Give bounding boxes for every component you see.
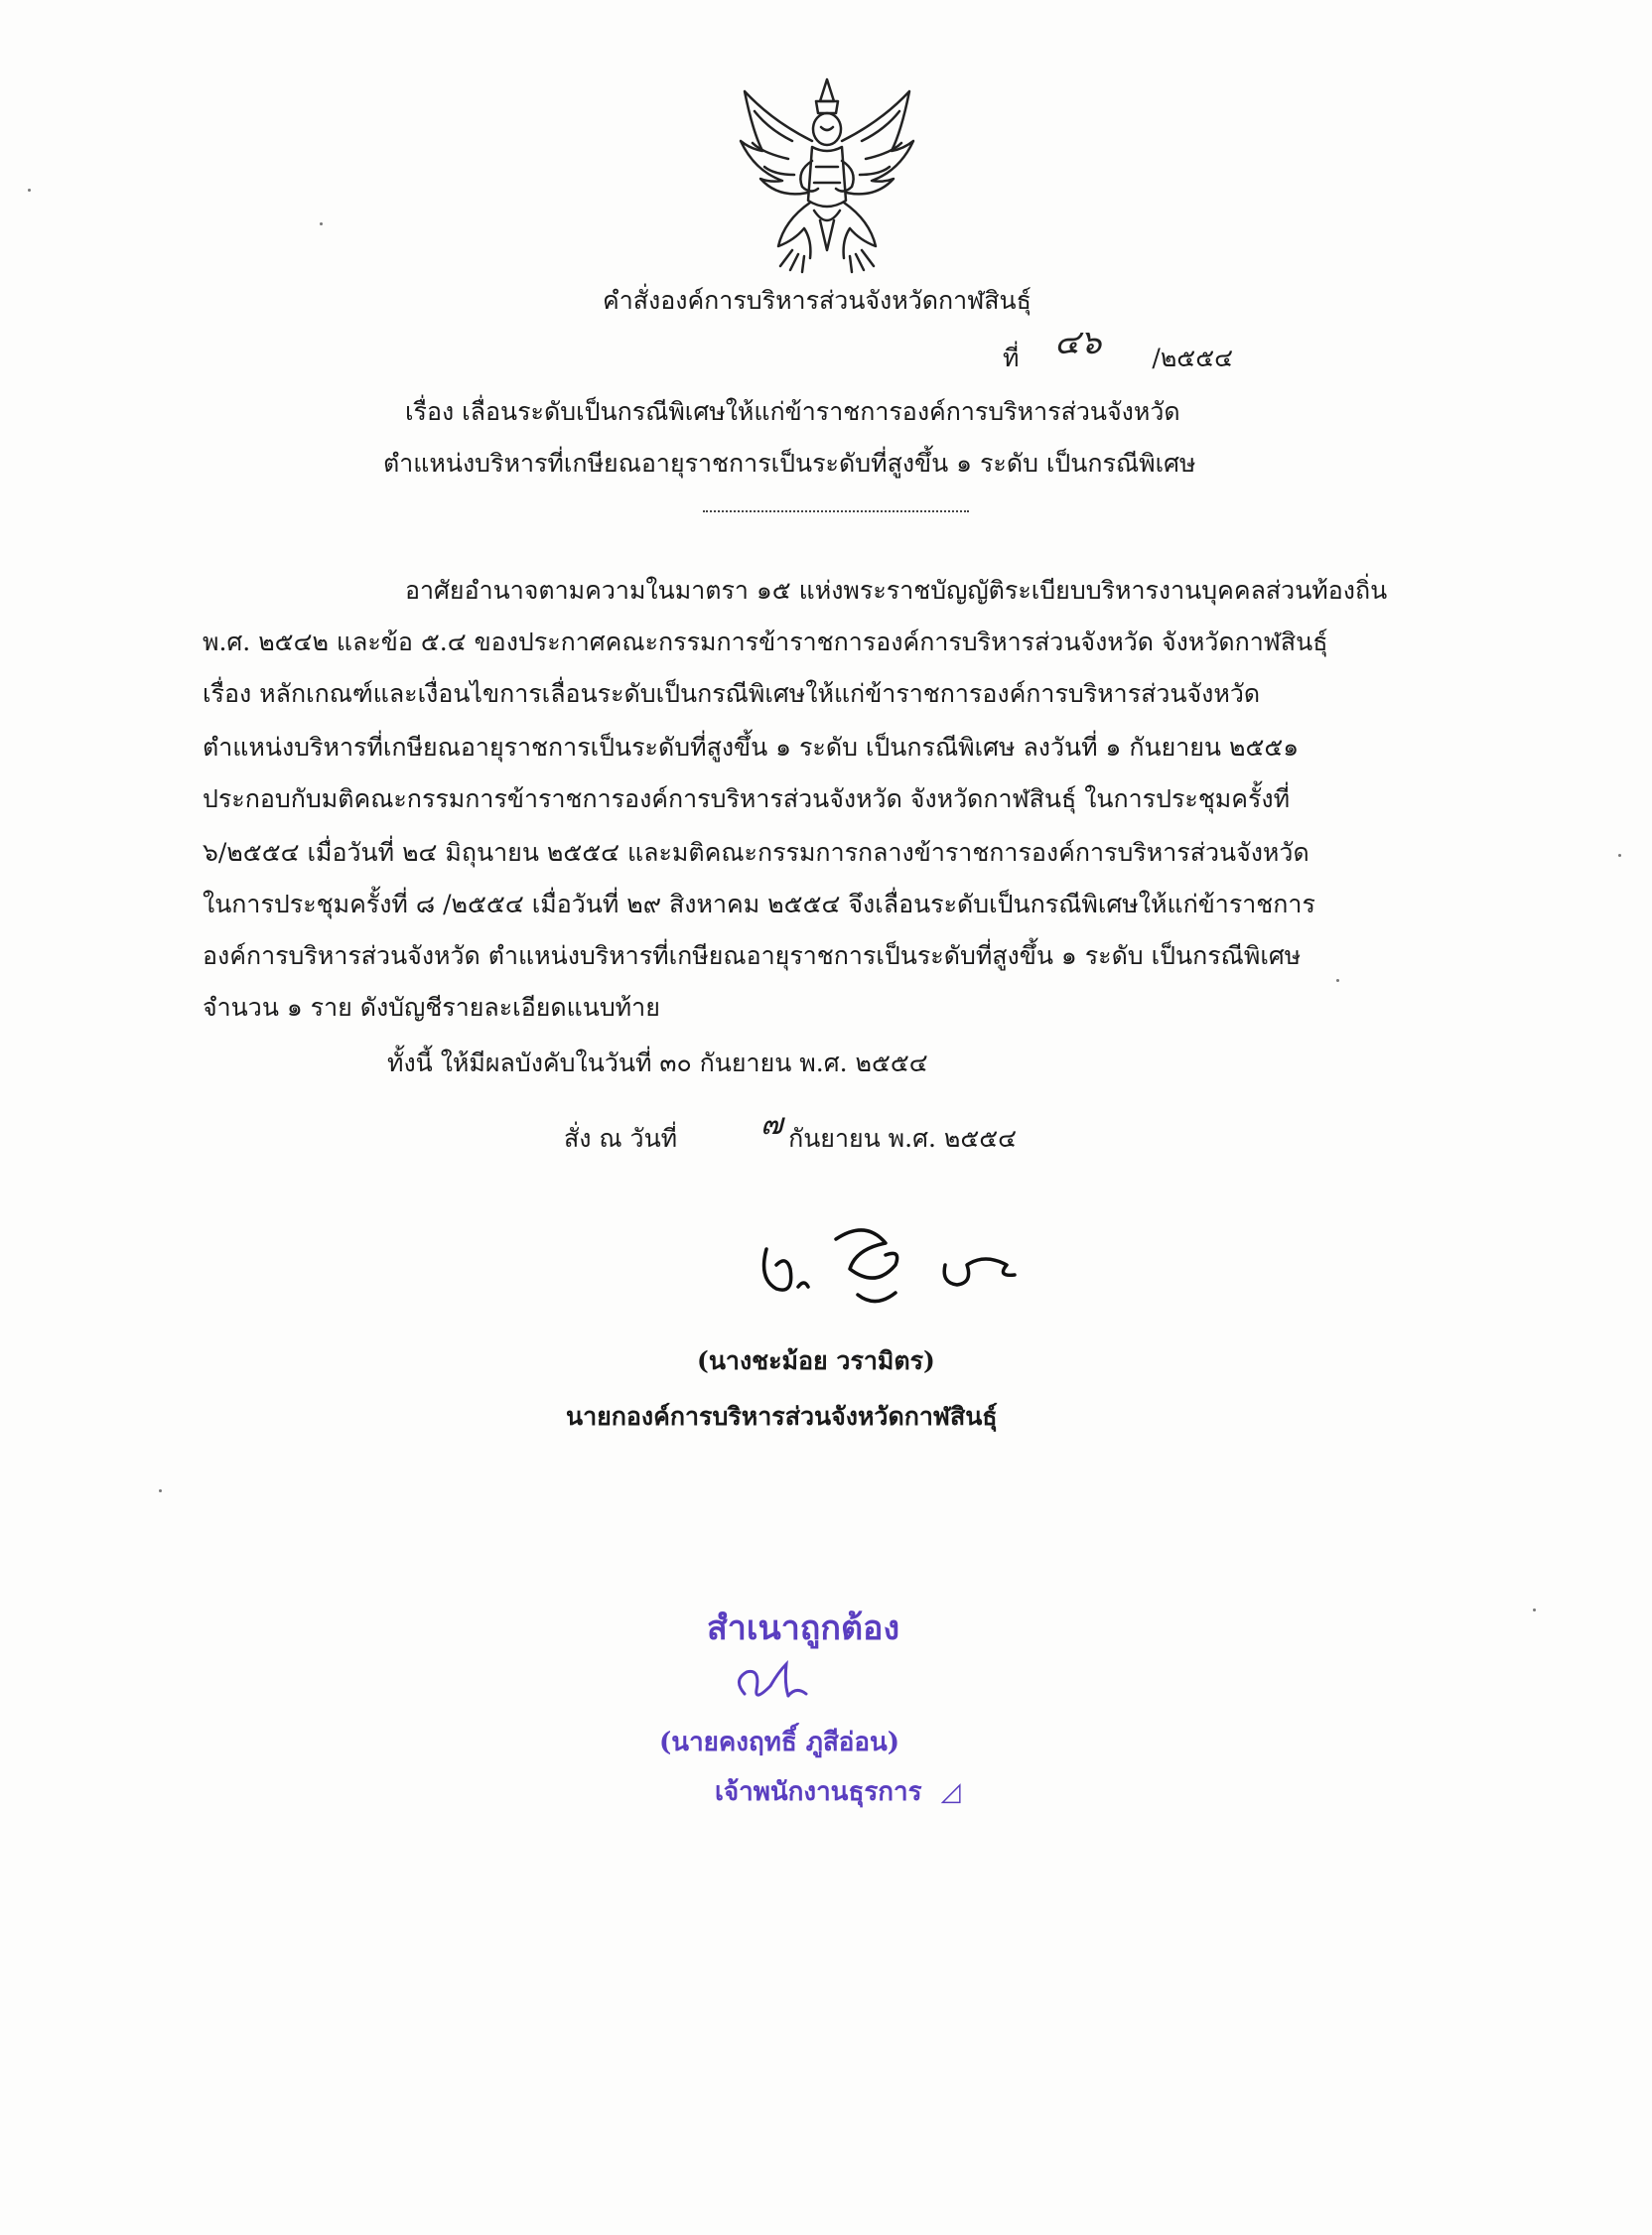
body-line-4: ตำแหน่งบริหารที่เกษียณอายุราชการเป็นระดับที่สูงขึ้น ๑ ระดับ เป็นกรณีพิเศษ ลงวันที่ ๑ กันยายน ๒๕๕๑ [203,733,1300,762]
document-title: คำสั่งองค์การบริหารส่วนจังหวัดกาฬสินธุ์ [603,286,1032,315]
certified-copy-title: สำเนาถูกต้อง [707,1608,900,1648]
body-line-3: เรื่อง หลักเกณฑ์และเงื่อนไขการเลื่อนระดับเป็นกรณีพิเศษให้แก่ข้าราชการองค์การบริหารส่วนจังหวัด [203,679,1261,708]
signatory-position: นายกองค์การบริหารส่วนจังหวัดกาฬสินธุ์ [566,1402,998,1431]
body-line-1: อาศัยอำนาจตามความในมาตรา ๑๕ แห่งพระราชบัญญัติระเบียบบริหารงานบุคคลส่วนท้องถิ่น [405,576,1388,605]
scan-speck [159,1489,162,1492]
certifier-name: (นายคงฤทธิ์ ภูสีอ่อน) [659,1728,900,1757]
signature-mark [747,1209,1044,1328]
body-line-7: ในการประชุมครั้งที่ ๘ /๒๕๕๔ เมื่อวันที่ ๒๙ สิงหาคม ๒๕๕๔ จึงเลื่อนระดับเป็นกรณีพิเศษให้แก่ข้าราชการ [203,890,1315,918]
certifier-position-text: เจ้าพนักงานธุรการ [715,1777,922,1807]
body-line-5: ประกอบกับมติคณะกรรมการข้าราชการองค์การบริหารส่วนจังหวัด จังหวัดกาฬสินธุ์ ในการประชุมครั้งที่ [203,784,1291,813]
ordered-prefix: สั่ง ณ วันที่ [564,1124,678,1153]
certifier-signature-mark [727,1650,826,1710]
scan-speck [1336,979,1339,982]
signatory-name: (นางชะม้อย วรามิตร) [697,1346,935,1375]
scan-speck [320,222,323,225]
scan-speck [1533,1608,1536,1611]
order-number [1003,323,1234,375]
ordered-suffix: กันยายน พ.ศ. ๒๕๕๔ [788,1124,1018,1153]
ordered-date [564,1107,1018,1156]
scan-speck [28,189,31,192]
certifier-position [715,1771,961,1812]
order-prefix: ที่ [1003,344,1020,372]
scan-speck [1618,854,1621,857]
subject-line-2: ตำแหน่งบริหารที่เกษียณอายุราชการเป็นระดับที่สูงขึ้น ๑ ระดับ เป็นกรณีพิเศษ [383,449,1196,478]
subject-line-1: เรื่อง เลื่อนระดับเป็นกรณีพิเศษให้แก่ข้าราชการองค์การบริหารส่วนจังหวัด [405,397,1180,426]
handwritten-day: ๗ [760,1107,783,1142]
check-mark-icon: ◿ [940,1777,961,1807]
order-year: /๒๕๕๔ [1152,344,1234,372]
body-line-8: องค์การบริหารส่วนจังหวัด ตำแหน่งบริหารที่เกษียณอายุราชการเป็นระดับที่สูงขึ้น ๑ ระดับ เป็นกรณีพิเศษ [203,941,1302,970]
effective-date: ทั้งนี้ ให้มีผลบังคับในวันที่ ๓๐ กันยายน พ.ศ. ๒๕๕๔ [387,1048,928,1077]
handwritten-order-number: ๔๖ [1054,323,1102,362]
dotted-divider [703,510,969,512]
body-line-9: จำนวน ๑ ราย ดังบัญชีรายละเอียดแนบท้าย [203,993,660,1022]
body-line-6: ๖/๒๕๕๔ เมื่อวันที่ ๒๔ มิถุนายน ๒๕๕๔ และมติคณะกรรมการกลางข้าราชการองค์การบริหารส่วนจังหวัด [203,838,1309,867]
body-line-2: พ.ศ. ๒๕๔๒ และข้อ ๕.๔ ของประกาศคณะกรรมการข้าราชการองค์การบริหารส่วนจังหวัด จังหวัดกาฬสินธุ์ [203,628,1328,656]
garuda-emblem-icon [733,71,921,290]
